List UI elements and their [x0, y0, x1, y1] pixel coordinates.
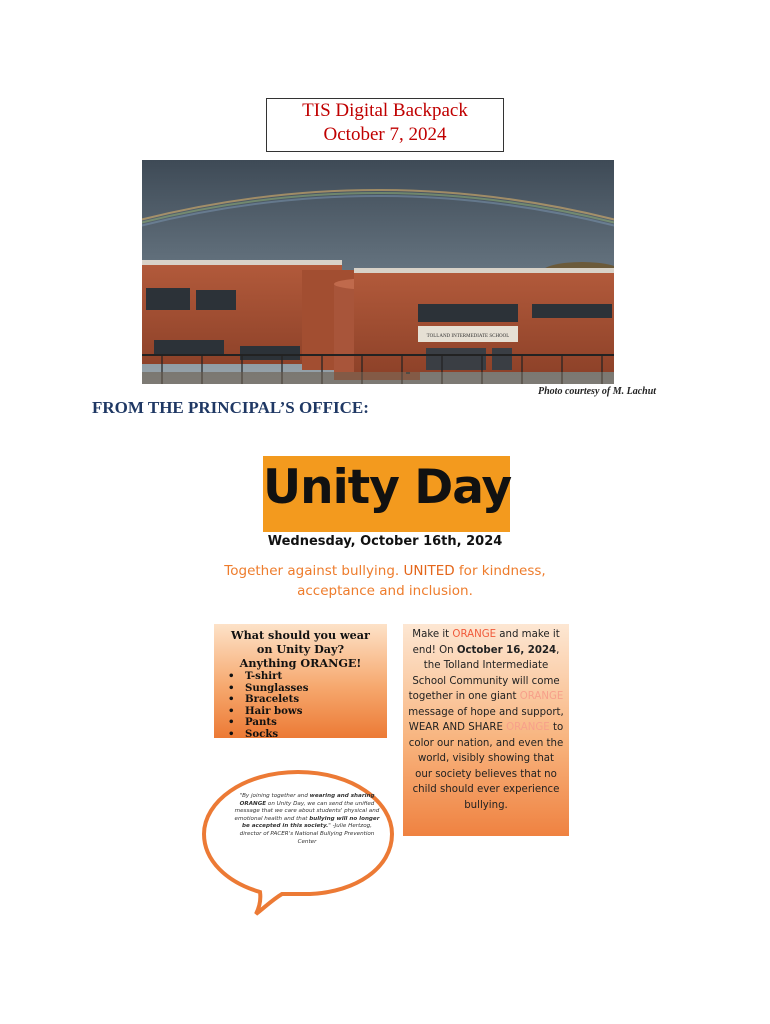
school-photo — [142, 160, 614, 384]
what-to-wear-box — [214, 624, 387, 738]
list-item: • Bracelets — [214, 694, 387, 706]
newsletter-title-box — [266, 98, 504, 152]
message-text: , the Tolland Intermediate School Community will come together in one giant — [408, 644, 560, 702]
list-item: • Sunglasses — [214, 683, 387, 695]
quote-text: "By joining together and — [239, 793, 310, 799]
list-item: • Hair bows — [214, 706, 387, 718]
wear-title — [214, 628, 387, 670]
message-text: and make it end! On — [412, 629, 560, 656]
unity-message-box — [403, 624, 569, 836]
quote-bold: wearing and sharing ORANGE — [239, 793, 375, 807]
bubble-quote — [232, 793, 382, 846]
photo-caption: Photo courtesy of M. Lachut — [538, 386, 657, 397]
unity-day-banner — [263, 456, 510, 532]
tagline-united: UNITED — [403, 563, 455, 579]
wear-title-line3: Anything ORANGE! — [239, 656, 362, 670]
unity-message — [403, 624, 569, 813]
banner-title: Unity Day — [263, 460, 512, 515]
event-date: Wednesday, October 16th, 2024 — [267, 534, 503, 549]
section-heading: FROM THE PRINCIPAL’S OFFICE: — [92, 398, 369, 417]
message-orange: ORANGE — [519, 691, 564, 702]
quote-text: on Unity Day, we can send the unified message that we care about students' physical and emotional health and that — [234, 800, 380, 822]
wear-list — [214, 671, 387, 740]
list-item: • Pants — [214, 717, 387, 729]
tagline-line2: acceptance and inclusion. — [297, 583, 473, 599]
newsletter-date: October 7, 2024 — [323, 124, 447, 145]
list-item: • T-shirt — [214, 671, 387, 683]
tagline — [0, 561, 770, 601]
message-orange: ORANGE — [506, 722, 550, 733]
message-text: message of hope and support, WEAR AND SHARE — [408, 706, 564, 733]
school-sign-text: TOLLAND INTERMEDIATE SCHOOL — [426, 334, 510, 339]
message-orange: ORANGE — [452, 629, 497, 640]
wear-title-line2: on Unity Day? — [256, 642, 345, 656]
quote-text: " -Julie Hertzog, director of PACER's National Bullying Prevention Center — [239, 823, 375, 845]
list-item: • Socks — [214, 729, 387, 741]
newsletter-title: TIS Digital Backpack — [302, 100, 468, 121]
wear-title-line1: What should you wear — [231, 628, 370, 642]
quote-bold: bullying will no longer be accepted in this society. — [242, 815, 380, 830]
message-date: October 16, 2024 — [456, 644, 557, 656]
tagline-part1: Together against bullying. — [224, 563, 404, 579]
message-text: to color our nation, and even the world, visibly showing that our society believes that no child should ever experience bullying. — [408, 722, 564, 811]
tagline-part2: for kindness, — [454, 563, 546, 579]
message-text: Make it — [412, 629, 453, 640]
